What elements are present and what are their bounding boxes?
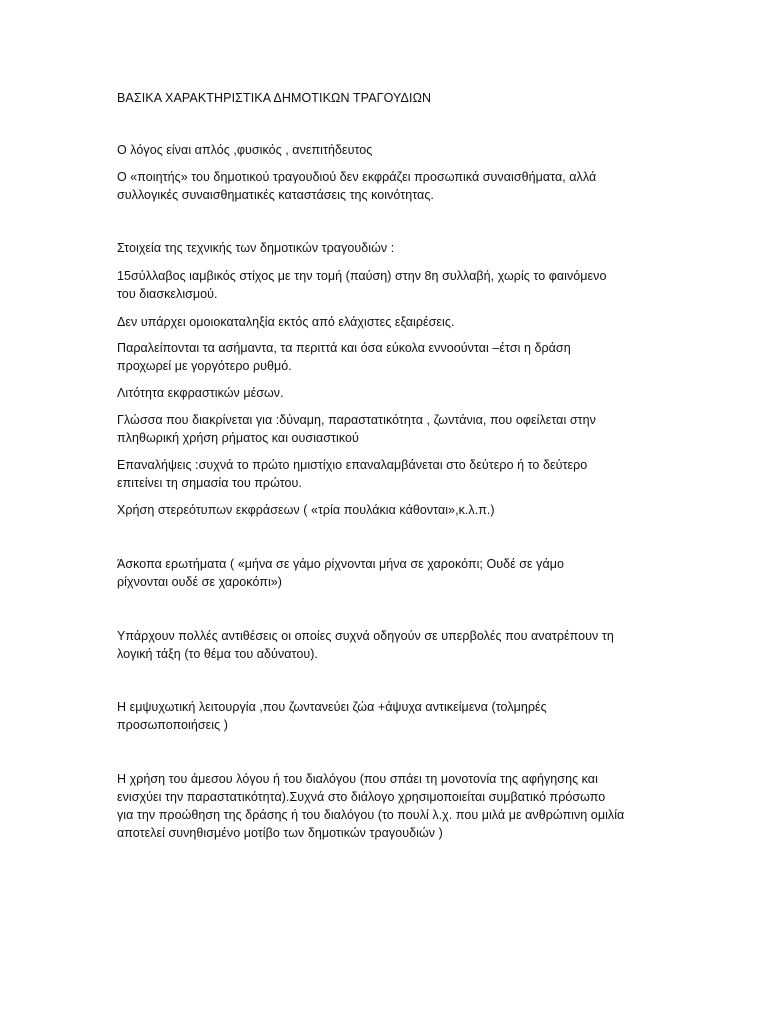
text-line-12: πληθωρική χρήση ρήματος και ουσιαστικού: [117, 431, 359, 445]
text-line-7: Δεν υπάρχει ομοιοκαταληξία εκτός από ελάχιστες εξαιρέσεις.: [117, 315, 455, 329]
text-line-25: αποτελεί συνηθισμένο μοτίβο των δημοτικών τραγουδιών ): [117, 826, 443, 840]
text-line-16: Άσκοπα ερωτήματα ( «μήνα σε γάμο ρίχνονται μήνα σε χαροκόπι; Ουδέ σε γάμο: [117, 557, 565, 571]
text-line-20: Η εμψυχωτική λειτουργία ,που ζωντανεύει ζώα +άψυχα αντικείμενα (τολμηρές: [117, 700, 547, 714]
text-line-9: προχωρεί με γοργότερο ρυθμό.: [117, 359, 292, 373]
text-line-24: για την προώθηση της δράσης ή του διαλόγου (το πουλί λ.χ. που μιλά με ανθρώπινη ομιλία: [117, 808, 625, 822]
text-line-14: επιτείνει τη σημασία του πρώτου.: [117, 476, 302, 490]
text-line-21: προσωποποιήσεις ): [117, 718, 228, 732]
text-line-17: ρίχνονται ουδέ σε χαροκόπι»): [117, 575, 282, 589]
text-line-3: συλλογικές συναισθηματικές καταστάσεις της κοινότητας.: [117, 188, 434, 202]
text-line-15: Χρήση στερεότυπων εκφράσεων ( «τρία πουλάκια κάθονται»,κ.λ.π.): [117, 503, 495, 517]
text-line-23: ενισχύει την παραστατικότητα).Συχνά στο διάλογο χρησιμοποιείται συμβατικό πρόσωπο: [117, 790, 606, 804]
text-line-11: Γλώσσα που διακρίνεται για :δύναμη, παραστατικότητα , ζωντάνια, που οφείλεται στην: [117, 413, 596, 427]
text-line-8: Παραλείπονται τα ασήμαντα, τα περιττά και όσα εύκολα εννοούνται –έτσι η δράση: [117, 341, 571, 355]
text-line-19: λογική τάξη (το θέμα του αδύνατου).: [117, 647, 318, 661]
text-line-10: Λιτότητα εκφραστικών μέσων.: [117, 386, 284, 400]
section-heading: Στοιχεία της τεχνικής των δημοτικών τραγουδιών :: [117, 241, 395, 255]
text-line-13: Επαναλήψεις :συχνά το πρώτο ημιστίχιο επαναλαμβάνεται στο δεύτερο ή το δεύτερο: [117, 458, 588, 472]
text-line-5: 15σύλλαβος ιαμβικός στίχος με την τομή (παύση) στην 8η συλλαβή, χωρίς το φαινόμενο: [117, 269, 607, 283]
text-line-1: Ο λόγος είναι απλός ,φυσικός , ανεπιτήδευτος: [117, 143, 373, 157]
text-line-2: Ο «ποιητής» του δημοτικού τραγουδιού δεν εκφράζει προσωπικά συναισθήματα, αλλά: [117, 170, 597, 184]
text-line-6: του διασκελισμού.: [117, 287, 218, 301]
document-title: ΒΑΣΙΚΑ ΧΑΡΑΚΤΗΡΙΣΤΙΚΑ ΔΗΜΟΤΙΚΩΝ ΤΡΑΓΟΥΔΙΩΝ: [117, 91, 432, 105]
text-line-18: Υπάρχουν πολλές αντιθέσεις οι οποίες συχνά οδηγούν σε υπερβολές που ανατρέπουν τη: [117, 629, 614, 643]
text-line-22: Η χρήση του άμεσου λόγου ή του διαλόγου (που σπάει τη μονοτονία της αφήγησης και: [117, 772, 598, 786]
